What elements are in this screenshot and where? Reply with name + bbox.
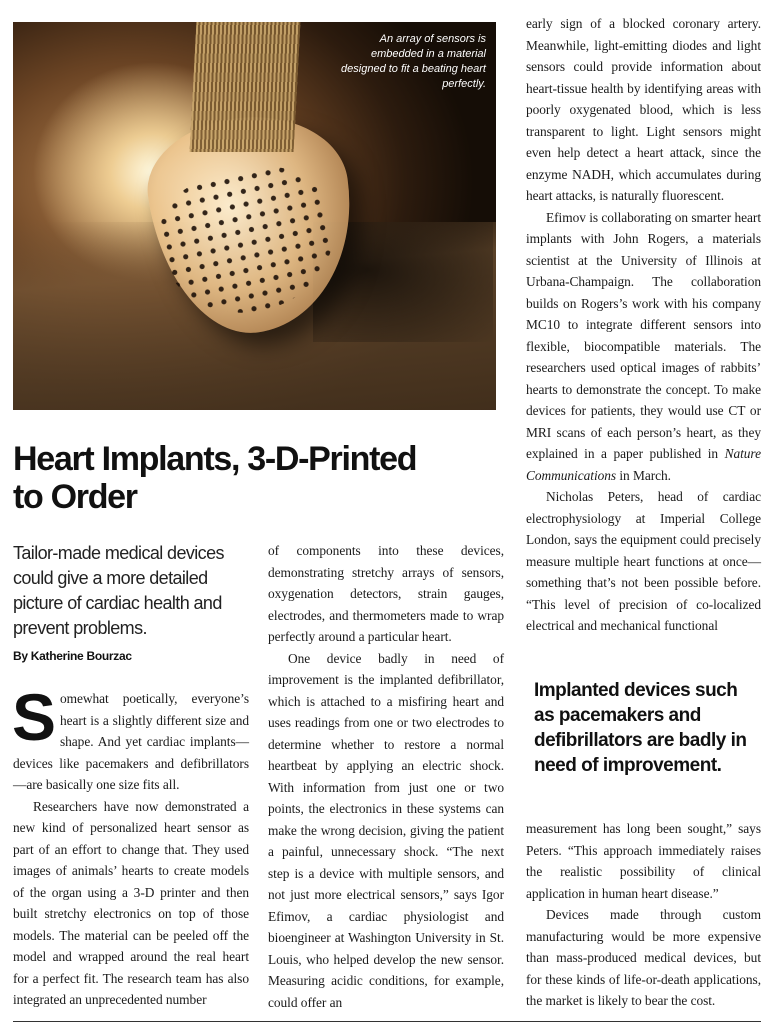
paragraph-4	[526, 207, 761, 487]
paragraph-5-continued: measurement has long been sought,” says Peters. “This approach immediately raises the realistic possibility of clinical application in human heart disease.”	[526, 821, 761, 901]
paragraph-4-end: in March.	[616, 467, 671, 483]
article-column-1	[12, 680, 249, 1011]
paragraph-2: Researchers have now demonstrated a new kind of personalized heart sensor as part of an effort to change that. They used images of animals’ hearts to create models of the organ using a 3-D printer and then built stretchy electronics on top of those models. The material can be peeled off the model and wrapped around the real heart for a perfect fit. The research team has also integrated an unprecedented number	[13, 798, 249, 1007]
heart-sensor-photo	[13, 22, 496, 410]
article-dek: Tailor-made medical devices could give a more detailed picture of cardiac health and prevent problems.	[13, 543, 224, 638]
paragraph-2-continued: of components into these devices, demonstrating stretchy arrays of sensors, oxygenation detectors, strain gauges, electrodes, and thermometers made to wrap perfectly around a particular heart.	[268, 543, 504, 644]
ribbon-cable-image	[190, 22, 301, 152]
paragraph-1-text: omewhat poetically, everyone’s heart is a slightly different size and shape. And yet cardiac implants—devices like pacemakers and defibrillators—are basically one size fits all.	[13, 691, 249, 792]
paragraph-1	[12, 680, 249, 796]
bottom-rule	[13, 1021, 761, 1022]
paragraph-6: Devices made through custom manufacturing would be more expensive than mass-produced medical devices, but for these kinds of life-or-death applications, the market is likely to bear the cost.	[526, 907, 761, 1008]
article-column-3-top	[526, 13, 761, 637]
paragraph-3-continued: early sign of a blocked coronary artery. Meanwhile, light-emitting diodes and light sensors could provide information about heart-tissue health by identifying areas with poorly oxygenated blood, which is less transparent to light. Light sensors might even help detect a heart attack, since the enzyme NADH, which accumulates during heart attacks, is naturally fluorescent.	[526, 16, 761, 203]
journal-name: Nature Communications	[526, 446, 761, 483]
paragraph-4-text: Efimov is collaborating on smarter heart implants with John Rogers, a materials scientist at the University of Illinois at Urbana-Champaign. The collaboration builds on Rogers’s work with his company MC10 to integrate different sensors into flexible, biocompatible materials. The researchers used optical images of rabbits’ hearts to demonstrate the concept. To make devices for patients, they would use CT or MRI scans of each person’s heart, as they explained in a paper published in	[526, 209, 761, 461]
drop-cap: S	[12, 680, 56, 754]
article-column-2	[268, 540, 504, 1013]
article-column-3-bottom	[526, 818, 761, 1012]
article-byline: By Katherine Bourzac	[13, 649, 132, 663]
photo-caption: An array of sensors is embedded in a material designed to fit a beating heart perfectly.	[341, 33, 486, 90]
paragraph-3: One device badly in need of improvement is the implanted defibrillator, which is attached to a misfiring heart and uses readings from one or two electrodes to determine whether to restore a normal heartbeat by applying an electric shock. With information from just one or two points, the electronics in these systems can make the wrong decision, giving the patient a painful, unnecessary shock. “The next step is a device with multiple sensors, and not just more electrical sensors,” says Igor Efimov, a cardiac physiologist and bioengineer at Washington University in St. Louis, who helped develop the new sensor. Measuring acidic conditions, for example, could offer an	[268, 650, 504, 1010]
article-headline: Heart Implants, 3-D-Printed to Order	[13, 440, 417, 516]
paragraph-5: Nicholas Peters, head of cardiac electrophysiology at Imperial College London, says the equipment could precisely measure multiple heart functions at once—something that’s not been possible before. “This level of precision of co-localized electrical and mechanical functional	[526, 489, 761, 633]
pull-quote: Implanted devices such as pacemakers and defibrillators are badly in need of improvement.	[534, 680, 747, 776]
